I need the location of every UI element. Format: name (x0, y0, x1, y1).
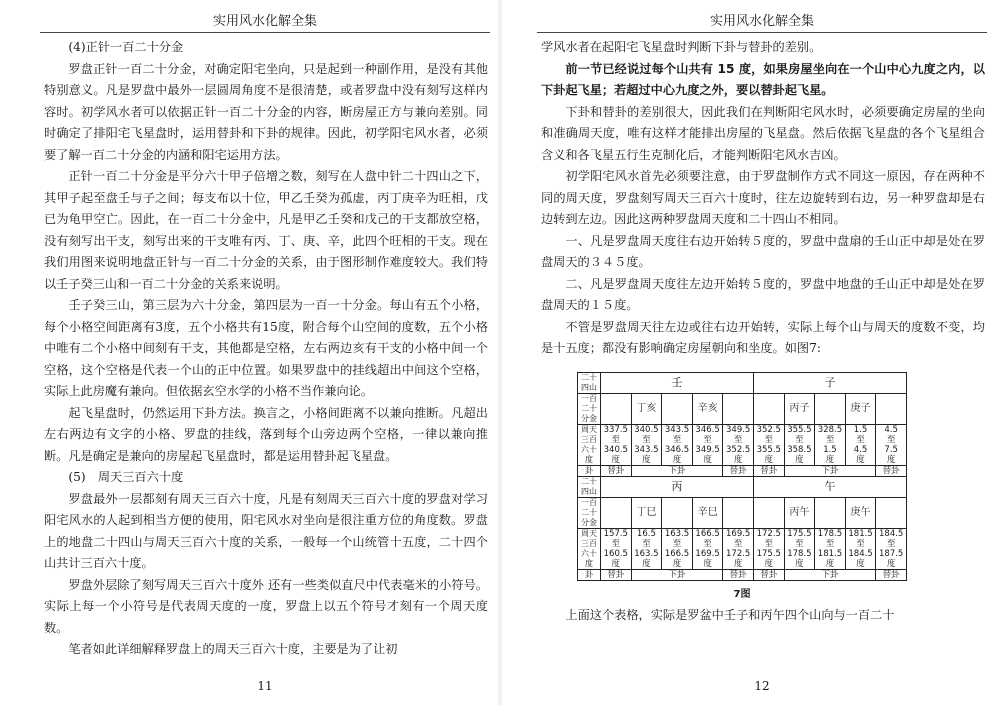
degree-to: 172.5 (726, 548, 751, 559)
row-label-fenjin: 一百二十分金 (578, 497, 601, 528)
degree-from: 157.5 (603, 528, 628, 539)
paragraph: 上面这个表格，实际是罗盆中壬子和丙午四个山向与一百二十 (565, 608, 895, 622)
degree-unit: 度 (733, 454, 743, 465)
row-label-shan: 二十四山 (578, 476, 601, 497)
left-running-header: 实用风水化解全集 (40, 0, 490, 33)
degree-unit: 度 (611, 558, 621, 569)
row-label-zhoutian: 周天三百六十度 (578, 424, 601, 465)
degree-unit: 度 (642, 454, 651, 465)
left-page (30, 0, 500, 705)
degree-to-word: 至 (795, 434, 804, 445)
degree-to-word: 至 (642, 434, 651, 445)
row-label-gua: 卦 (578, 465, 601, 476)
degree-unit: 度 (825, 558, 835, 569)
degree-unit: 度 (764, 558, 774, 569)
degree-to-word: 至 (672, 538, 682, 549)
degree-unit: 度 (856, 558, 865, 569)
degree-cell (723, 424, 754, 465)
degree-cell (784, 528, 815, 569)
degree-cell (845, 424, 876, 465)
fenjin-cell: 丁亥 (631, 393, 662, 424)
degree-cell (876, 424, 907, 465)
degree-to-word: 至 (611, 538, 621, 549)
degree-unit: 度 (672, 454, 682, 465)
degree-from: 349.5 (726, 424, 751, 435)
paragraph: 一、凡是罗盘周天度往右边开始转５度的，罗盘中盘扇的壬山正中却是处在罗盘周天的３４５度。 (541, 233, 985, 269)
emphasis-paragraph: 前一节已经说过每个山共有 15 度，如果房屋坐向在一个山中心九度之内，以下卦起飞星；若超过中心九度之外，要以替卦起飞星。 (541, 61, 985, 97)
degree-to-word: 至 (856, 538, 865, 549)
degree-to-word: 至 (733, 538, 743, 549)
paragraph: 不管是罗盘周天往左边或往右边开始转，实际上每个山与周天的度数不变，均是十五度；都没有影响确定房屋朝向和坐度。如图7: (541, 319, 985, 355)
right-page-body (527, 33, 997, 627)
gua-cell: 替卦 (601, 465, 632, 476)
fenjin-cell (601, 393, 632, 424)
degree-to-word: 至 (795, 538, 804, 549)
degree-unit: 度 (611, 454, 621, 465)
degree-unit: 度 (886, 558, 896, 569)
degree-from: 163.5 (664, 528, 690, 539)
degree-from: 172.5 (756, 528, 781, 539)
mountain-cell: 午 (753, 476, 906, 497)
degree-from: 355.5 (787, 424, 812, 435)
degree-to: 181.5 (817, 548, 843, 559)
paragraph: 二、凡是罗盘周天度往左边开始转５度的，罗盘中地盘的壬山正中却是处在罗盘周天的１５度。 (541, 276, 985, 312)
degree-from: 352.5 (756, 424, 781, 435)
row-label-zhoutian: 周天三百六十度 (578, 528, 601, 569)
degree-from: 346.5 (695, 424, 720, 435)
degree-cell (784, 424, 815, 465)
gua-cell: 下卦 (631, 569, 723, 580)
degree-unit: 度 (703, 454, 712, 465)
fenjin-cell: 丁巳 (631, 497, 662, 528)
mountain-cell: 壬 (601, 372, 754, 393)
degree-to-word: 至 (703, 434, 712, 445)
gua-cell: 替卦 (601, 569, 632, 580)
right-page-number: 12 (754, 679, 770, 693)
degree-from: 343.5 (664, 424, 690, 435)
degree-to-word: 至 (886, 538, 896, 549)
degree-unit: 度 (672, 558, 682, 569)
degree-to: 166.5 (664, 548, 690, 559)
gua-cell: 下卦 (784, 569, 876, 580)
degree-to: 169.5 (695, 548, 720, 559)
degree-unit: 度 (795, 454, 804, 465)
mountain-cell: 丙 (601, 476, 754, 497)
degree-to-word: 至 (672, 434, 682, 445)
degree-to: 352.5 (726, 444, 751, 455)
degree-from: 184.5 (879, 528, 904, 539)
fenjin-cell: 丙午 (784, 497, 815, 528)
degree-to-word: 至 (886, 434, 896, 445)
paragraph: 壬子癸三山，第三层为六十分金，第四层为一百一十分金。每山有五个小格，每个小格空间距离有3度，五个小格共有15度，附合每个山空间的度数，五个小格中唯有二个小格中间刻有干支，其他都是空格，左右两边亥有干支的小格中间一个空格，这个空格是代表一个山的正中位置。如果罗盘中的挂线超出中间这个空格，实际上此房魔有兼向。但依据玄空水学的小格不当作兼向论。 (44, 298, 488, 398)
degree-to: 343.5 (634, 444, 659, 455)
figure-7 (577, 372, 907, 606)
degree-from: 4.5 (884, 424, 898, 435)
paragraph: 起飞星盘时，仍然运用下卦方法。换言之，小格间距离不以兼向推断。凡超出左右两边有文字的小格、罗盘的挂线，落到每个山旁边两个空格，一律以兼向推断。凡是确定是兼向的房屋起飞星盘时，都是运用替卦起飞星盘。 (44, 405, 488, 463)
degree-from: 169.5 (726, 528, 751, 539)
degree-to-word: 至 (703, 538, 712, 549)
degree-to-word: 至 (764, 538, 774, 549)
degree-to: 163.5 (634, 548, 659, 559)
degree-from: 178.5 (817, 528, 843, 539)
degree-unit: 度 (733, 558, 743, 569)
degree-cell (631, 528, 662, 569)
fenjin-cell (876, 393, 907, 424)
fenjin-cell (876, 497, 907, 528)
degree-cell (876, 528, 907, 569)
section-heading: (5) 周天三百六十度 (68, 470, 184, 484)
fenjin-cell: 辛亥 (692, 393, 723, 424)
fenjin-cell (662, 393, 693, 424)
degree-to-word: 至 (733, 434, 743, 445)
degree-unit: 度 (886, 454, 896, 465)
degree-to-word: 至 (825, 538, 835, 549)
degree-from: 16.5 (636, 528, 656, 539)
degree-cell (662, 424, 693, 465)
fenjin-cell (723, 497, 754, 528)
degree-cell (692, 528, 723, 569)
degree-from: 181.5 (848, 528, 873, 539)
degree-cell (753, 528, 784, 569)
degree-to: 184.5 (848, 548, 873, 559)
degree-to: 160.5 (603, 548, 628, 559)
degree-to: 349.5 (695, 444, 720, 455)
paragraph: 初学阳宅风水首先必须要注意，由于罗盘制作方式不同这一原因，存在两种不同的周天度，罗盘刻写周天三百六十度时，往左边旋转到右边，另一种罗盘却是右边转到左边。因此这两种罗盘周天度和二十四山不相同。 (541, 169, 985, 226)
paragraph: 正针一百二十分金是平分六十甲子倍增之数，刻写在人盘中针二十四山之下，其甲子起至盘壬与子之间；每支布以十位，甲乙壬癸为孤虚，丙丁庚辛为旺相，戊已为龟甲空亡。因此，在一百二十分金中，凡是甲乙壬癸和戊己的干支都放空格，没有刻写出干支，刻写出来的干支唯有丙、丁、庚、辛，此四个旺相的干支。现在我们用图来说明地盘正针与一百二十分金的关系，由于图形制作难度较大。我们特以壬子癸三山和一百二十分金的关系来说明。 (44, 169, 488, 291)
mountain-cell: 子 (753, 372, 906, 393)
degree-to-word: 至 (642, 538, 651, 549)
degree-unit: 度 (825, 454, 835, 465)
gua-cell: 替卦 (723, 465, 754, 476)
degree-from: 1.5 (853, 424, 868, 435)
gua-cell: 替卦 (753, 569, 784, 580)
row-label-shan: 二十四山 (578, 372, 601, 393)
fenjin-cell (601, 497, 632, 528)
fenjin-cell (815, 393, 846, 424)
degree-cell (601, 424, 632, 465)
degree-to: 4.5 (853, 444, 868, 455)
degree-to: 340.5 (603, 444, 628, 455)
left-page-number: 11 (257, 679, 273, 693)
fenjin-cell (723, 393, 754, 424)
paragraph: 下卦和替卦的差别很大，因此我们在判断阳宅风水时，必须要确定房屋的坐向和准确周天度，唯有这样才能排出房屋的飞星盘。然后依据飞星盘的各个飞星组合含义和各飞星五行生克制化后，才能判断阳宅风水吉凶。 (541, 104, 985, 162)
row-label-gua: 卦 (578, 569, 601, 580)
degree-unit: 度 (764, 454, 774, 465)
paragraph: 罗盘正针一百二十分金，对确定阳宅坐向，只是起到一种副作用，是没有其他特别意义。凡是罗盘中最外一层圆周角度不是很清楚，或者罗盘中没有刻写这样内容时。初学风水者可以依据正针一百二十分金的内容，断房屋正方与兼向差别。同时确定了排阳宅飞星盘时，运用替卦和下卦的规律。因此，初学阳宅风水者，必须要了解一百二十分金的内涵和阳宅运用方法。 (44, 61, 488, 162)
fenjin-cell: 辛巳 (692, 497, 723, 528)
degree-to-word: 至 (856, 434, 865, 445)
degree-cell (662, 528, 693, 569)
right-running-header: 实用风水化解全集 (537, 0, 987, 33)
degree-to-word: 至 (611, 434, 621, 445)
section-heading: (4)正针一百二十分金 (68, 40, 184, 54)
degree-to-word: 至 (764, 434, 774, 445)
fenjin-cell (662, 497, 693, 528)
degree-to: 358.5 (787, 444, 812, 455)
row-label-fenjin: 一百二十分金 (578, 393, 601, 424)
right-page (527, 0, 997, 705)
gua-cell: 替卦 (876, 465, 907, 476)
degree-cell (631, 424, 662, 465)
degree-to: 187.5 (879, 548, 904, 559)
degree-unit: 度 (856, 454, 865, 465)
degree-to-word: 至 (825, 434, 835, 445)
degree-from: 166.5 (695, 528, 720, 539)
compass-degree-table (577, 372, 907, 581)
figure-caption: 7图 (733, 588, 751, 600)
paragraph: 学风水者在起阳宅飞星盘时判断下卦与替卦的差别。 (541, 40, 822, 54)
gua-cell: 下卦 (784, 465, 876, 476)
gua-cell: 替卦 (876, 569, 907, 580)
degree-cell (815, 528, 846, 569)
left-page-body (30, 33, 500, 661)
degree-cell (753, 424, 784, 465)
fenjin-cell (753, 497, 784, 528)
degree-from: 340.5 (634, 424, 659, 435)
paragraph: 罗盘最外一层都刻有周天三百六十度，凡是有刻周天三百六十度的罗盘对学习阳宅风水的人起到相当方便的使用，阳宅风水对坐向是很注重方位的角度数。罗盘上的地盘二十四山与周天三百六十度的关系，一般每一个山统管十五度，二十四个山共计三百六十度。 (44, 491, 488, 570)
degree-from: 328.5 (817, 424, 843, 435)
gua-cell: 替卦 (753, 465, 784, 476)
degree-cell (845, 528, 876, 569)
degree-from: 337.5 (603, 424, 628, 435)
degree-to: 355.5 (756, 444, 781, 455)
degree-to: 1.5 (823, 444, 837, 455)
fenjin-cell (753, 393, 784, 424)
degree-to: 346.5 (664, 444, 690, 455)
fenjin-cell (815, 497, 846, 528)
degree-cell (815, 424, 846, 465)
degree-to: 175.5 (756, 548, 781, 559)
degree-to: 7.5 (884, 444, 898, 455)
fenjin-cell: 丙子 (784, 393, 815, 424)
gua-cell: 下卦 (631, 465, 723, 476)
degree-from: 175.5 (787, 528, 812, 539)
degree-unit: 度 (795, 558, 804, 569)
degree-cell (692, 424, 723, 465)
gua-cell: 替卦 (723, 569, 754, 580)
degree-cell (723, 528, 754, 569)
degree-unit: 度 (642, 558, 651, 569)
degree-cell (601, 528, 632, 569)
degree-to: 178.5 (787, 548, 812, 559)
fenjin-cell: 庚子 (845, 393, 876, 424)
paragraph: 罗盘外层除了刻写周天三百六十度外 还有一些类似直尺中代表毫米的小符号。实际上每一个小符号是代表周天度的一度，罗盘上以五个符号才刻有一个周天度数。 (44, 577, 488, 635)
paragraph: 笔者如此详细解释罗盘上的周天三百六十度，主要是为了让初 (68, 642, 398, 656)
degree-unit: 度 (703, 558, 712, 569)
fenjin-cell: 庚午 (845, 497, 876, 528)
